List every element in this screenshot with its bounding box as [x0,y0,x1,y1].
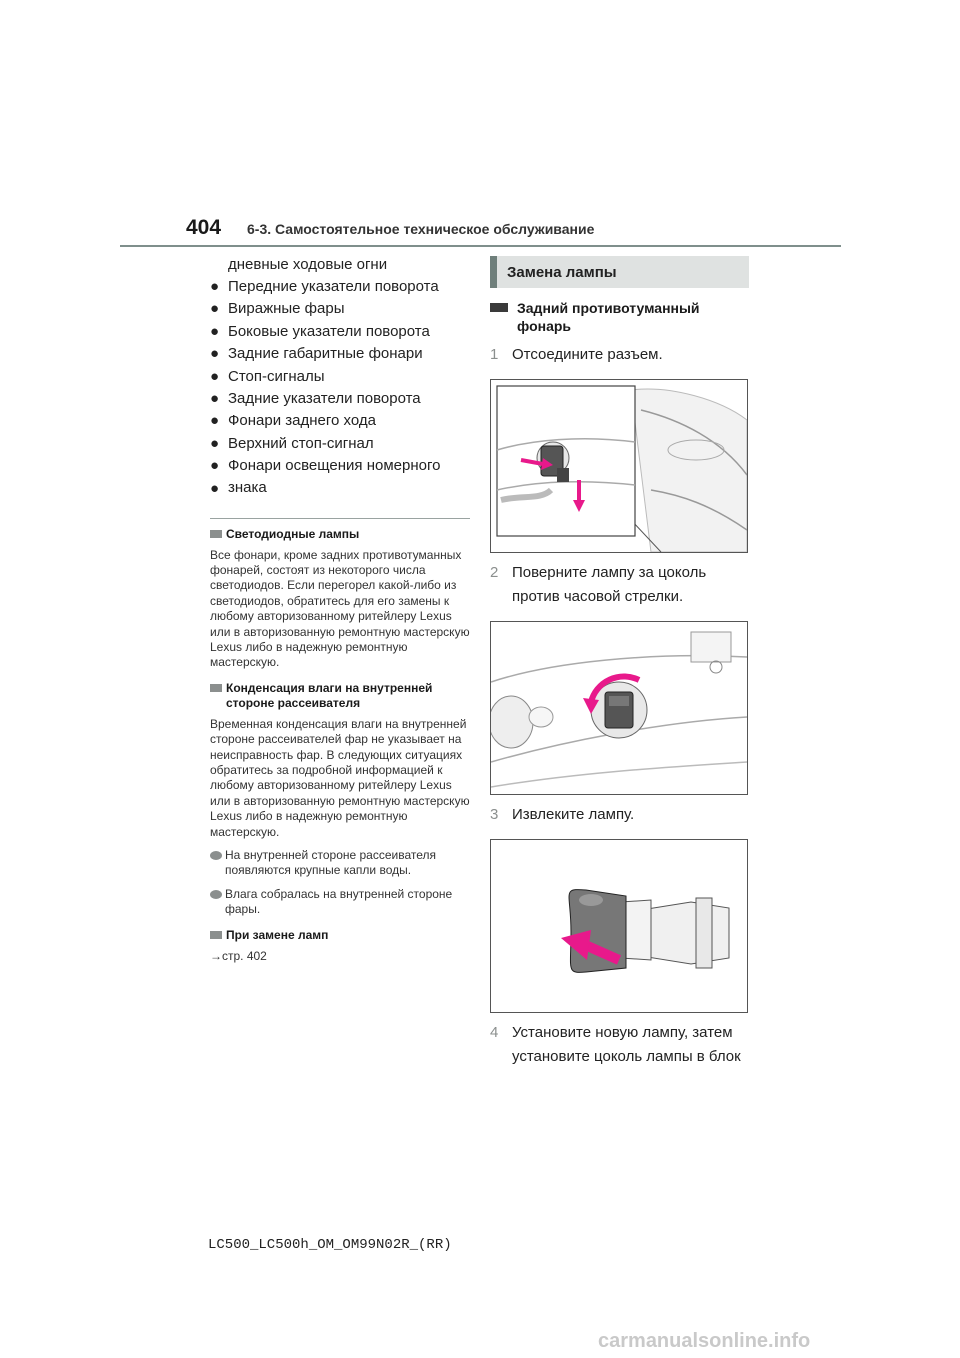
note-title: Конденсация влаги на внутренней стороне рассеивателя [210,681,470,711]
section-title: 6-3. Самостоятельное техническое обслуживание [247,221,595,237]
bullet-dot-icon: ● [210,457,220,475]
list-item: ● Стоп-сигналы [210,366,470,388]
bullet-dot-icon: ● [210,389,220,407]
bullet-dot-icon: ● [210,412,220,430]
left-column [210,254,470,964]
figure-disconnect-connector [490,379,748,553]
bullet-dot-icon: ● [210,322,220,340]
heading-accent [490,256,497,288]
lamp-list [210,276,470,500]
document-code: LC500_LC500h_OM_OM99N02R_(RR) [208,1237,452,1253]
bullet-dot-icon: ● [210,300,220,318]
watermark: carmanualsonline.info [598,1330,811,1352]
socket-illustration [491,622,747,794]
square-bullet-icon [210,931,222,939]
step-2: 2 Поверните лампу за цоколь против часовой стрелки. [490,564,707,605]
figure-remove-bulb [490,839,748,1013]
note-bullet: На внутренней стороне рассеивателя появляются крупные капли воды. [210,848,470,879]
section-heading-bar: Замена лампы [490,256,749,288]
bullet-dot-icon: ● [210,345,220,363]
circle-bullet-icon [210,851,222,860]
header-rule [120,245,841,247]
connector-illustration [491,380,747,552]
list-item: ● Передние указатели поворота [210,276,470,298]
step-3: 3 Извлеките лампу. [490,806,635,823]
step-1: 1 Отсоедините разъем. [490,346,663,363]
list-item: ● Боковые указатели поворота [210,321,470,343]
page-reference: →стр. 402 [210,948,267,963]
list-item: ● Фонари освещения номерного знака [210,457,441,497]
note-title: Светодиодные лампы [210,527,470,542]
step-4: 4 Установите новую лампу, затем установите цоколь лампы в блок [490,1024,741,1065]
list-item: ● Задние указатели поворота [210,388,470,410]
page-number: 404 [186,216,222,239]
continuation-text: дневные ходовые огни [228,256,388,273]
column-divider [210,518,470,519]
square-bullet-icon [490,303,508,312]
bullet-dot-icon: ● [210,434,220,452]
list-item: ● Задние габаритные фонари [210,343,470,365]
square-bullet-icon [210,530,222,538]
list-item: ● Верхний стоп-сигнал [210,433,470,455]
bullet-dot-icon: ● [210,278,220,295]
list-item: ● Виражные фары [210,298,470,320]
right-column [490,256,750,1069]
note-title: При замене ламп [210,928,470,943]
figure-rotate-socket [490,621,748,795]
bulb-illustration [491,840,747,1012]
circle-bullet-icon [210,890,222,899]
note-bullet: Влага собралась на внутренней стороне фары. [210,887,470,918]
list-item: ● Фонари заднего хода [210,410,470,432]
bullet-dot-icon: ● [210,479,220,497]
note-body: Временная конденсация влаги на внутренней стороне рассеивателей фар не указывает на неисправность фар. В следующих ситуациях обратитесь за подробной информацией к любому авторизованному ритейлеру Lexus или в авторизованную ремонтную мастерскую Lexus либо в надежную ремонтную мастерскую. [210,716,470,839]
subheading: Задний противотуманный фонарь [490,299,750,335]
bullet-dot-icon: ● [210,367,220,385]
note-body: Все фонари, кроме задних противотуманных фонарей, состоят из некоторого числа светодиодов. Если перегорел какой-либо из светодиодов, обратитесь для его замены к любому авторизованному ритейлеру Lexus или в авторизованную ремонтную мастерскую Lexus либо в надежную ремонтную мастерскую. [210,547,470,670]
square-bullet-icon [210,684,222,692]
